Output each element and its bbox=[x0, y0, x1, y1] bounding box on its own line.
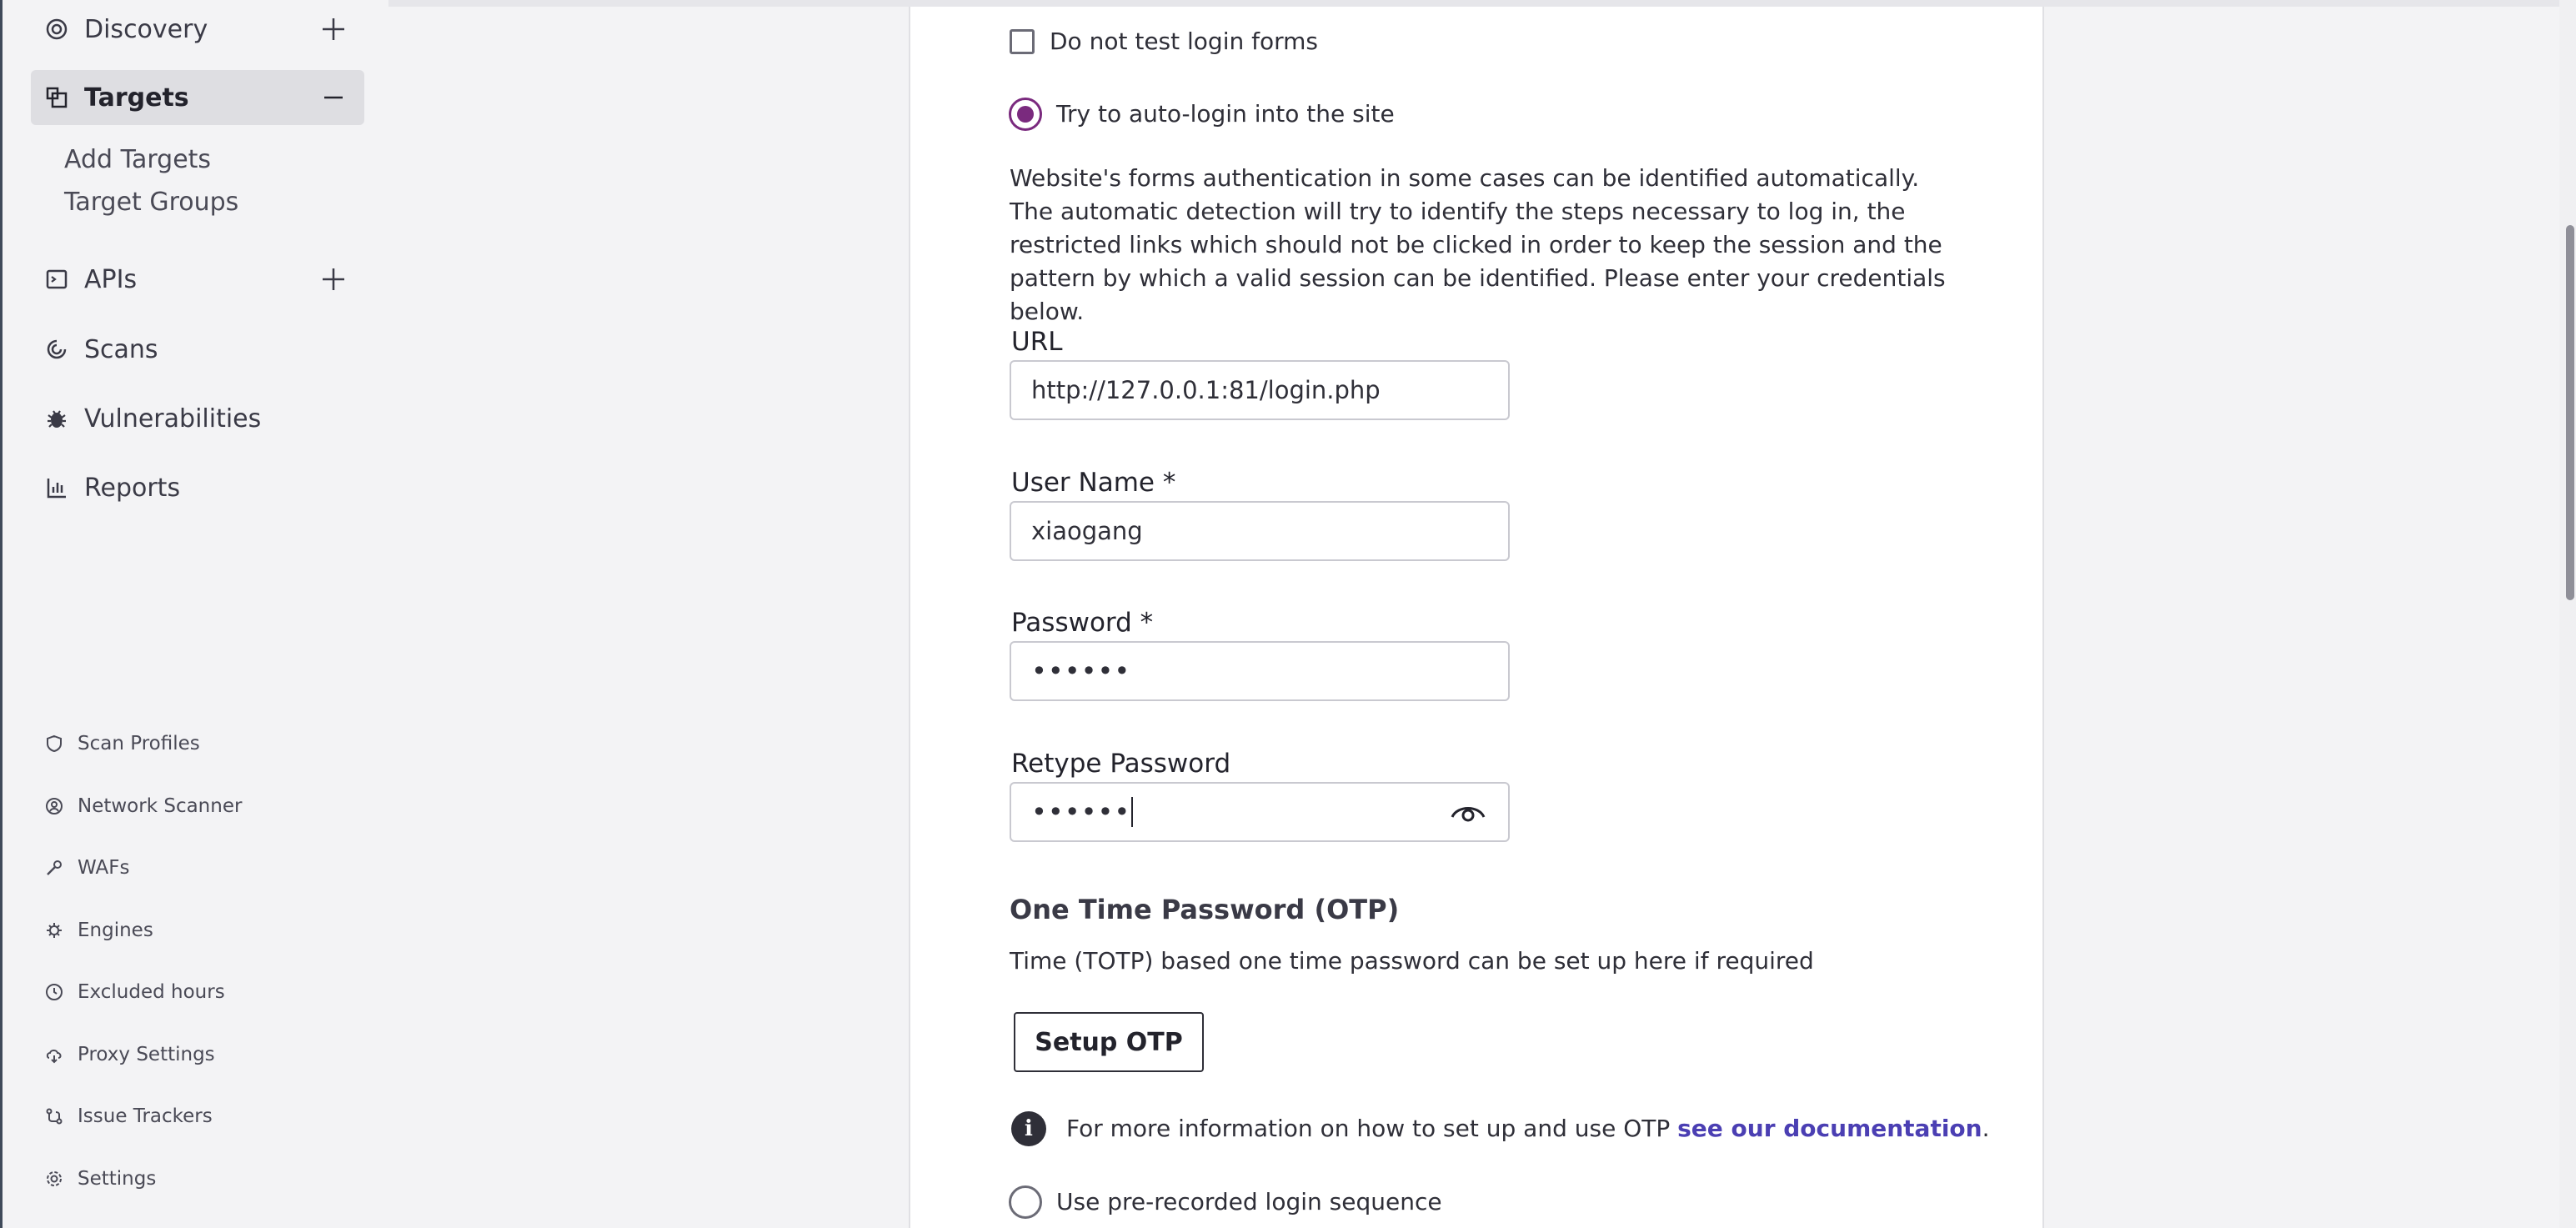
sidebar-item-proxy-settings[interactable] bbox=[44, 1038, 215, 1071]
sidebar-item-network-scanner[interactable] bbox=[44, 789, 242, 823]
wrench-icon bbox=[44, 858, 64, 878]
no-test-login-checkbox[interactable] bbox=[1010, 29, 1035, 54]
sidebar-item-label: Engines bbox=[78, 920, 153, 941]
nav-label-scans: Scans bbox=[84, 334, 158, 364]
sidebar-item-excluded-hours[interactable] bbox=[44, 975, 225, 1009]
expand-discovery-icon[interactable] bbox=[318, 13, 349, 45]
nav-label-targets: Targets bbox=[84, 83, 189, 113]
shield-icon bbox=[44, 734, 64, 754]
otp-description: Time (TOTP) based one time password can be set up here if required bbox=[1010, 947, 1814, 975]
text-caret bbox=[1131, 797, 1133, 827]
sidebar-item-label: Excluded hours bbox=[78, 981, 225, 1003]
nav-label-apis: APIs bbox=[84, 264, 138, 294]
setup-otp-button[interactable]: Setup OTP bbox=[1014, 1012, 1204, 1072]
scrollbar-thumb[interactable] bbox=[2566, 225, 2574, 600]
retype-password-value: •••••• bbox=[1031, 796, 1131, 828]
password-value: •••••• bbox=[1031, 655, 1131, 687]
proxy-icon bbox=[44, 1045, 64, 1065]
targets-icon bbox=[44, 85, 69, 110]
sidebar-item-issue-trackers[interactable] bbox=[44, 1100, 213, 1133]
sidebar bbox=[0, 0, 388, 1228]
expand-apis-icon[interactable] bbox=[318, 263, 349, 295]
engine-icon bbox=[44, 920, 64, 940]
sidebar-item-wafs[interactable] bbox=[44, 851, 129, 885]
sidebar-item-scan-profiles[interactable] bbox=[44, 727, 200, 760]
chart-icon bbox=[44, 475, 69, 500]
otp-info-text bbox=[1066, 1115, 1990, 1142]
otp-info-prefix: For more information on how to set up and use OTP bbox=[1066, 1115, 1678, 1142]
sidebar-item-label: Settings bbox=[78, 1168, 157, 1190]
otp-info-suffix: . bbox=[1982, 1115, 1990, 1142]
scrollbar-track[interactable] bbox=[2559, 0, 2576, 1228]
sidebar-item-settings[interactable] bbox=[44, 1162, 156, 1195]
url-input[interactable] bbox=[1010, 360, 1510, 420]
documentation-link[interactable]: see our documentation bbox=[1677, 1115, 1982, 1142]
url-label: URL bbox=[1011, 327, 1063, 357]
sidebar-item-engines[interactable] bbox=[44, 914, 153, 947]
nav-label-vulnerabilities: Vulnerabilities bbox=[84, 403, 262, 434]
retype-password-input[interactable] bbox=[1010, 782, 1510, 842]
gear-icon bbox=[44, 1169, 64, 1189]
sidebar-item-label: Network Scanner bbox=[78, 795, 243, 817]
nav-item-scans[interactable] bbox=[31, 322, 364, 377]
nav-item-discovery[interactable] bbox=[31, 2, 364, 57]
sidebar-item-label: Issue Trackers bbox=[78, 1105, 213, 1127]
username-label: User Name * bbox=[1011, 468, 1176, 498]
nav-item-vulnerabilities[interactable] bbox=[31, 391, 364, 446]
sidebar-item-label: Proxy Settings bbox=[78, 1044, 215, 1065]
sidebar-sub-add-targets[interactable]: Add Targets bbox=[64, 145, 212, 174]
nav-item-targets[interactable] bbox=[31, 70, 364, 125]
eye-icon[interactable] bbox=[1450, 799, 1486, 827]
auto-login-radio[interactable] bbox=[1009, 98, 1042, 131]
clock-icon bbox=[44, 982, 64, 1002]
sidebar-item-label: Scan Profiles bbox=[78, 733, 200, 754]
prerecorded-login-radio[interactable] bbox=[1009, 1185, 1042, 1219]
sidebar-sub-target-groups[interactable]: Target Groups bbox=[64, 188, 239, 217]
discovery-icon bbox=[44, 17, 69, 42]
prerecorded-login-label: Use pre-recorded login sequence bbox=[1056, 1188, 1442, 1215]
bug-icon bbox=[44, 406, 69, 431]
no-test-login-label: Do not test login forms bbox=[1050, 28, 1318, 55]
url-value: http://127.0.0.1:81/login.php bbox=[1031, 376, 1381, 404]
username-value: xiaogang bbox=[1031, 517, 1143, 545]
collapse-targets-icon[interactable] bbox=[318, 82, 349, 113]
username-input[interactable] bbox=[1010, 501, 1510, 561]
apis-icon bbox=[44, 267, 69, 292]
nav-item-apis[interactable] bbox=[31, 252, 364, 307]
password-input[interactable] bbox=[1010, 641, 1510, 701]
auto-login-label: Try to auto-login into the site bbox=[1056, 100, 1395, 128]
nav-label-discovery: Discovery bbox=[84, 14, 208, 44]
auto-login-description: Website's forms authentication in some cases can be identified automatically. The automatic detection will try to identify the steps necessary to log in, the restricted links which should not be clicked in order to keep the session and the pattern by which a valid session can be identified. Please enter your credentials below. bbox=[1010, 164, 1946, 325]
network-icon bbox=[44, 796, 64, 816]
sidebar-item-label: WAFs bbox=[78, 857, 130, 879]
scans-icon bbox=[44, 337, 69, 362]
nav-label-reports: Reports bbox=[84, 473, 181, 503]
nav-item-reports[interactable] bbox=[31, 460, 364, 515]
password-label: Password * bbox=[1011, 608, 1154, 638]
top-divider bbox=[388, 0, 2576, 7]
info-icon: i bbox=[1011, 1111, 1046, 1146]
tracker-icon bbox=[44, 1106, 64, 1126]
retype-password-label: Retype Password bbox=[1011, 749, 1231, 779]
otp-heading: One Time Password (OTP) bbox=[1010, 894, 1400, 925]
